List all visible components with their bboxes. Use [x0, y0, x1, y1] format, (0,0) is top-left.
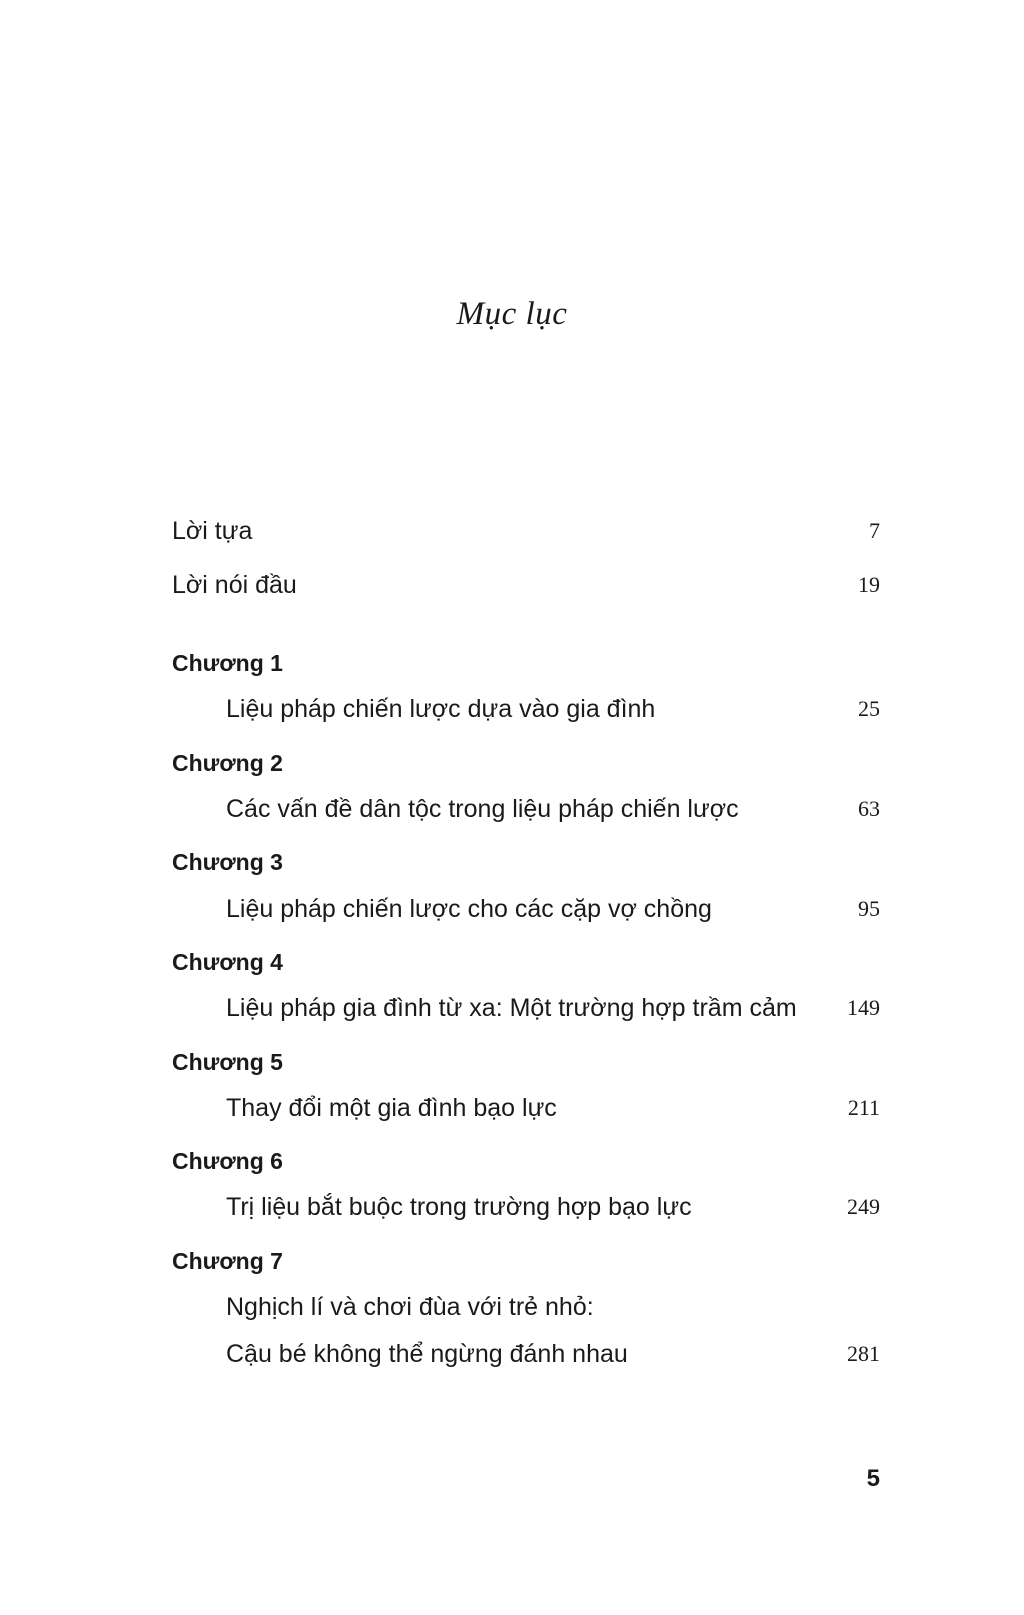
page-number-folio: 5: [866, 1465, 880, 1492]
chapter-entry-4: [172, 991, 880, 1025]
entry-page-number: 149: [847, 995, 880, 1020]
chapter-heading-3: Chương 3: [172, 849, 283, 875]
entry-page-number: 63: [858, 796, 880, 821]
chapter-heading-5: Chương 5: [172, 1049, 283, 1075]
page-title: Mục lục: [456, 296, 568, 332]
chapter-title: Trị liệu bắt buộc trong trường hợp bạo lực: [226, 1193, 692, 1221]
chapter-title: Các vấn đề dân tộc trong liệu pháp chiến lược: [226, 795, 739, 823]
chapter-title: Nghịch lí và chơi đùa với trẻ nhỏ:: [226, 1293, 594, 1321]
entry-page-number: 7: [869, 518, 880, 543]
toc-entry-preface: [172, 514, 880, 548]
chapter-entry-5: [172, 1091, 880, 1125]
chapter-title: Liệu pháp chiến lược dựa vào gia đình: [226, 695, 656, 723]
entry-page-number: 19: [858, 572, 880, 597]
chapter-entry-2: [172, 792, 880, 826]
chapter-title: Liệu pháp chiến lược cho các cặp vợ chồng: [226, 895, 712, 923]
entry-page-number: 211: [847, 1095, 880, 1120]
entry-label: Lời nói đầu: [172, 571, 297, 599]
chapter-heading-7: Chương 7: [172, 1248, 283, 1274]
chapter-title: Liệu pháp gia đình từ xa: Một trường hợp trầm cảm: [226, 994, 797, 1022]
chapter-heading-2: Chương 2: [172, 750, 283, 776]
chapter-entry-7-line-2: [172, 1337, 880, 1371]
chapter-entry-7-line-1: [172, 1290, 880, 1324]
chapter-heading-1: Chương 1: [172, 650, 283, 676]
entry-label: Lời tựa: [172, 517, 253, 545]
chapter-entry-6: [172, 1190, 880, 1224]
chapter-entry-1: [172, 692, 880, 726]
chapter-entry-3: [172, 892, 880, 926]
chapter-heading-4: Chương 4: [172, 949, 283, 975]
entry-page-number: 249: [847, 1194, 880, 1219]
entry-page-number: 95: [858, 896, 880, 921]
chapter-title: Cậu bé không thể ngừng đánh nhau: [226, 1340, 628, 1368]
entry-page-number: 281: [847, 1341, 880, 1366]
chapter-heading-6: Chương 6: [172, 1148, 283, 1174]
toc-entry-introduction: [172, 568, 880, 602]
entry-page-number: 25: [858, 696, 880, 721]
chapter-title: Thay đổi một gia đình bạo lực: [226, 1094, 557, 1122]
